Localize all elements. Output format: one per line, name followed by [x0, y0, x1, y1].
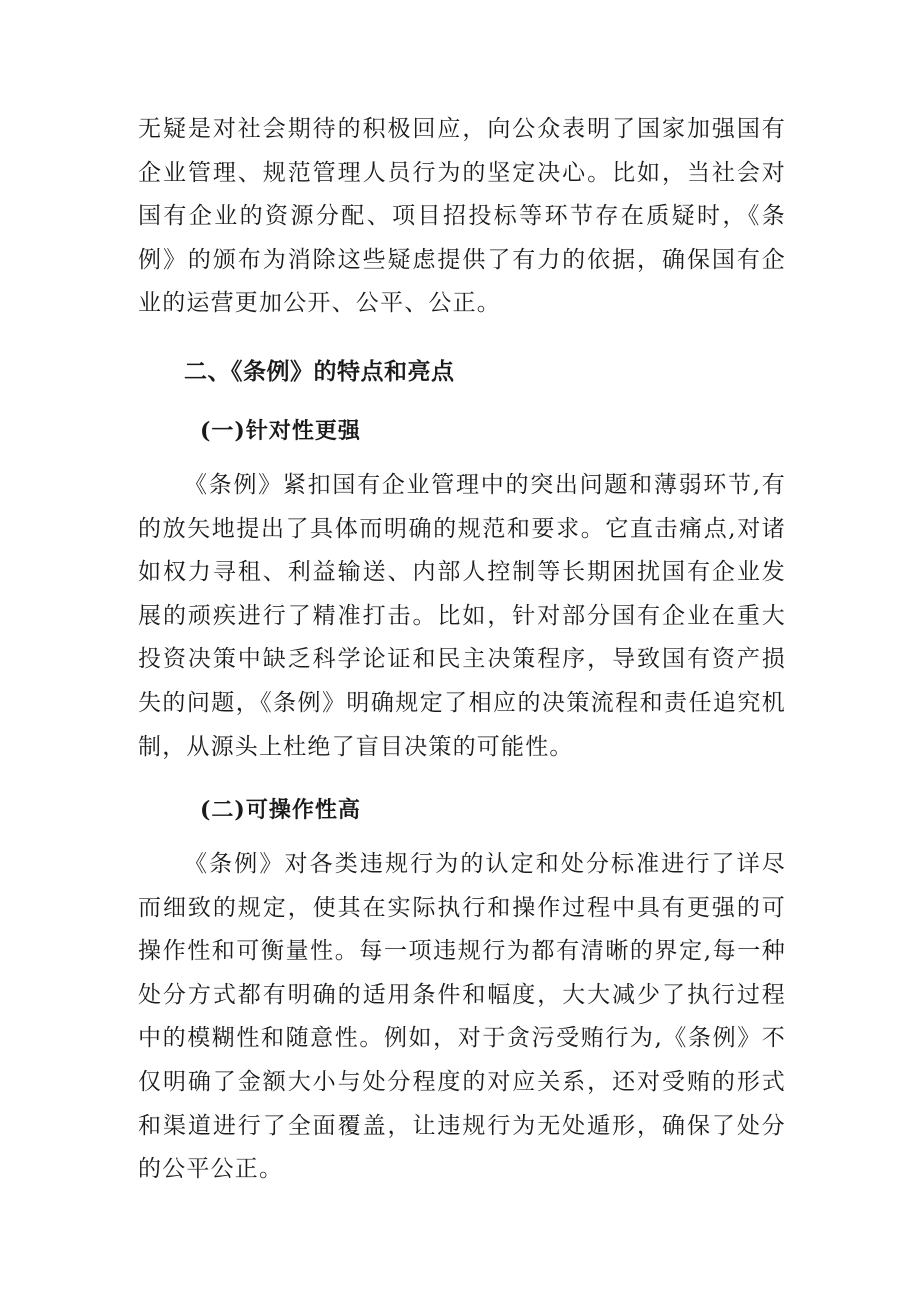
paragraph-public-response: 无疑是对社会期待的积极回应，向公众表明了国家加强国有企业管理、规范管理人员行为的坚定决心。比如，当社会对国有企业的资源分配、项目招投标等环节存在质疑时，《条例》的颁布为消除这些疑虑提供了有力的依据，确保国有企业的运营更加公开、公平、公正。: [138, 116, 786, 317]
paragraph-targeted: 《条例》紧扣国有企业管理中的突出问题和薄弱环节,有的放矢地提出了具体而明确的规范和要求。它直击痛点,对诸如权力寻租、利益输送、内部人控制等长期困扰国有企业发展的顽疾进行了精准打击。比如，针对部分国有企业在重大投资决策中缺乏科学论证和民主决策程序，导致国有资产损失的问题，《条例》明确规定了相应的决策流程和责任追究机制，从源头上杜绝了盲目决策的可能性。: [138, 472, 786, 760]
section-heading-features: 二、《条例》的特点和亮点: [184, 359, 455, 385]
paragraph-operability: 《条例》对各类违规行为的认定和处分标准进行了详尽而细致的规定，使其在实际执行和操作过程中具有更强的可操作性和可衡量性。每一项违规行为都有清晰的界定,每一种处分方式都有明确的适用条件和幅度，大大减少了执行过程中的模糊性和随意性。例如，对于贪污受贿行为,《条例》不仅明确了金额大小与处分程度的对应关系，还对受贿的形式和渠道进行了全面覆盖，让违规行为无处遁形，确保了处分的公平公正。: [138, 851, 786, 1183]
subsection-title-operability: (二)可操作性高: [200, 797, 361, 823]
subsection-title-targeted: (一)针对性更强: [200, 418, 361, 444]
